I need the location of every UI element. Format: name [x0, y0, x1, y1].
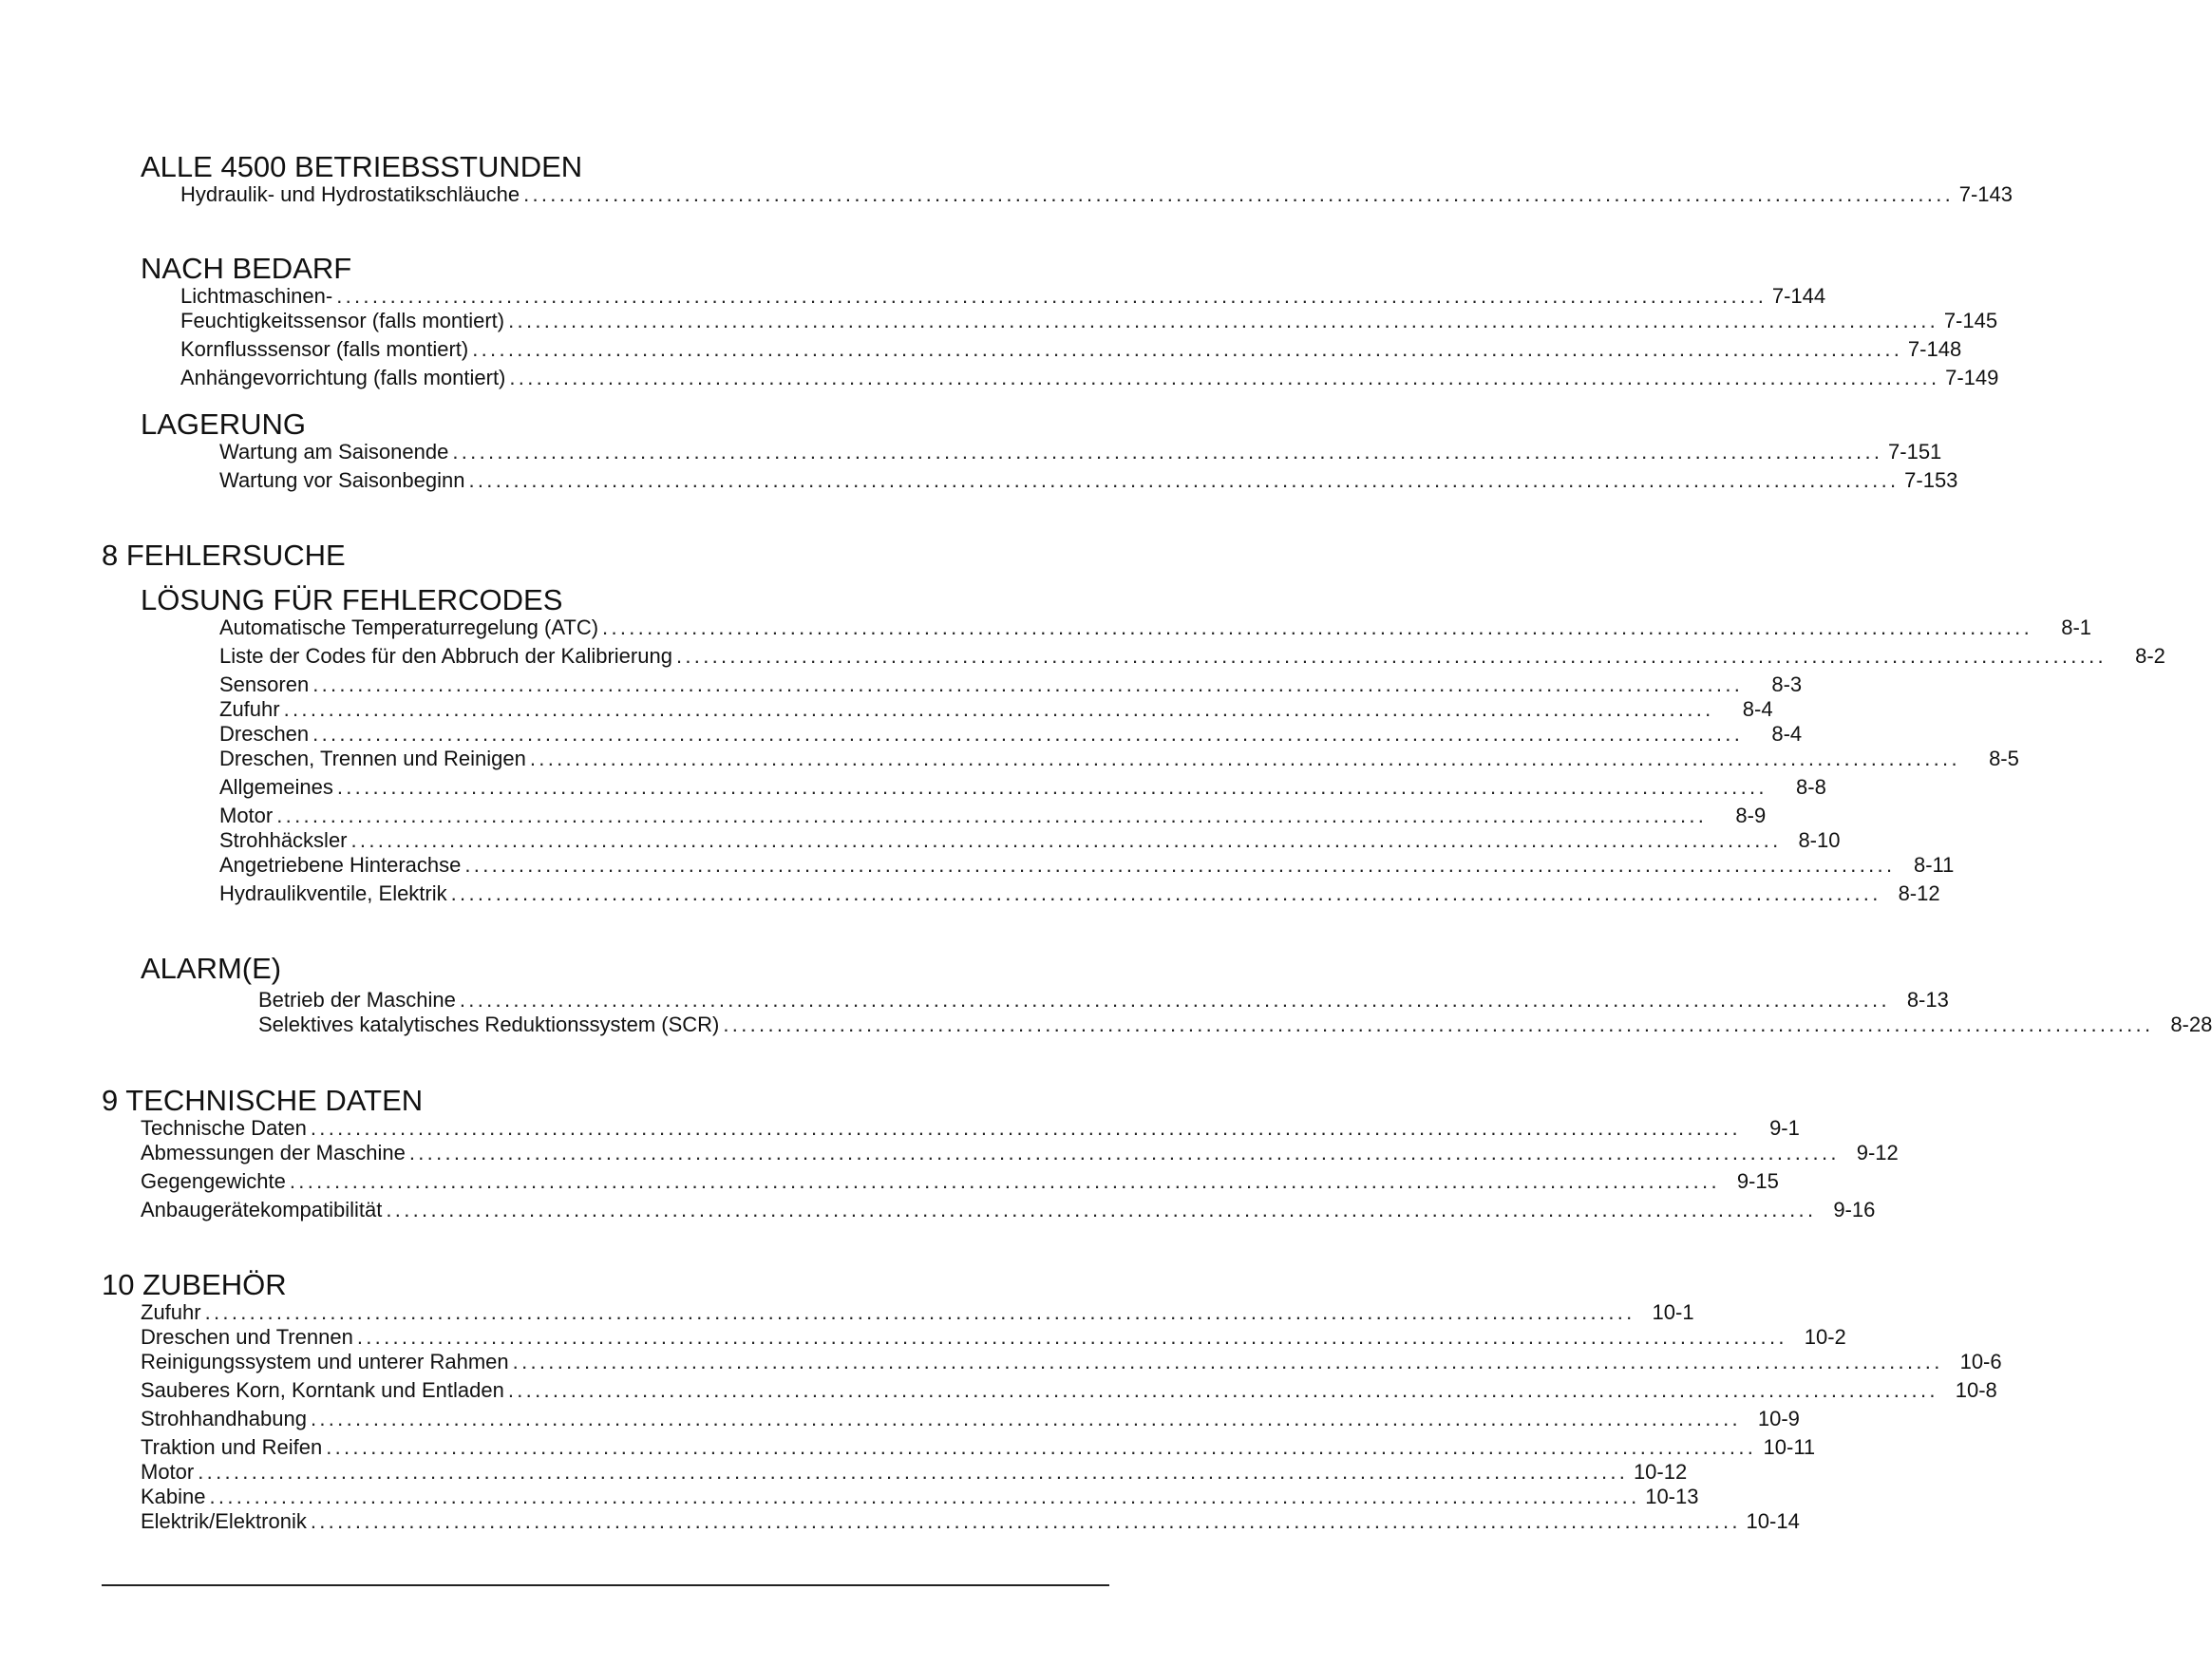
toc-entry[interactable] [180, 337, 1962, 362]
toc-entry[interactable] [141, 1435, 1816, 1460]
toc-entry[interactable] [219, 881, 1940, 906]
toc-entry[interactable] [141, 1325, 1846, 1350]
toc-entry[interactable] [180, 366, 1999, 390]
entry-page: 8-8 [1796, 775, 1826, 799]
entry-title: Hydraulik- und Hydrostatikschläuche [180, 182, 520, 206]
entry-title: Feuchtigkeitssensor (falls montiert) [180, 309, 505, 332]
entry-page: 8-3 [1771, 672, 1803, 696]
section-heading: NACH BEDARF [141, 252, 352, 285]
entry-title: Kornflusssensor (falls montiert) [180, 337, 469, 361]
leader-dots: ................................................................................................................................................................ [310, 1509, 1741, 1533]
leader-dots: ................................................................................................................................................................ [289, 1169, 1720, 1193]
entry-title: Automatische Temperaturregelung (ATC) [219, 615, 599, 639]
leader-dots: ................................................................................................................................................................ [283, 697, 1714, 721]
entry-title: Sensoren [219, 672, 310, 696]
leader-dots: ................................................................................................................................................................ [512, 1350, 1943, 1373]
leader-dots: ................................................................................................................................................................ [508, 309, 1939, 332]
entry-page: 10-11 [1763, 1435, 1816, 1459]
entry-title: Gegengewichte [141, 1169, 286, 1193]
leader-dots: ................................................................................................................................................................ [336, 284, 1768, 308]
toc-entry[interactable] [219, 440, 1942, 464]
toc-entry[interactable] [219, 775, 1826, 800]
toc-entry[interactable] [141, 1198, 1876, 1222]
leader-dots: ................................................................................................................................................................ [204, 1300, 1635, 1324]
leader-dots: ................................................................................................................................................................ [472, 337, 1903, 361]
section-heading: ALARM(E) [141, 952, 282, 985]
entry-page: 7-143 [1958, 182, 2013, 206]
entry-page: 10-9 [1757, 1407, 1800, 1430]
entry-page: 10-14 [1746, 1509, 1800, 1533]
chapter-heading: 10 ZUBEHÖR [102, 1268, 287, 1301]
chapter-heading: 8 FEHLERSUCHE [102, 539, 346, 572]
section-heading: LÖSUNG FÜR FEHLERCODES [141, 583, 563, 616]
leader-dots: ................................................................................................................................................................ [209, 1485, 1640, 1508]
entry-title: Anhängevorrichtung (falls montiert) [180, 366, 506, 389]
toc-entry[interactable] [219, 468, 1958, 493]
toc-entry[interactable] [141, 1407, 1800, 1431]
toc-entry[interactable] [141, 1460, 1688, 1485]
toc-entry[interactable] [219, 615, 2091, 640]
entry-title: Zufuhr [219, 697, 280, 721]
entry-page: 8-13 [1906, 988, 1949, 1012]
toc-entry[interactable] [141, 1350, 2002, 1374]
entry-title: Reinigungssystem und unterer Rahmen [141, 1350, 509, 1373]
entry-page: 8-4 [1771, 722, 1803, 746]
leader-dots: ................................................................................................................................................................ [529, 747, 1960, 770]
leader-dots: ................................................................................................................................................................ [198, 1460, 1629, 1484]
entry-page: 8-12 [1898, 881, 1940, 905]
chapter-heading: 9 TECHNISCHE DATEN [102, 1084, 424, 1117]
entry-title: Angetriebene Hinterachse [219, 853, 462, 877]
leader-dots: ................................................................................................................................................................ [523, 182, 1955, 206]
leader-dots: ................................................................................................................................................................ [723, 1013, 2154, 1036]
entry-title: Technische Daten [141, 1116, 307, 1140]
entry-title: Traktion und Reifen [141, 1435, 323, 1459]
entry-page: 7-144 [1771, 284, 1826, 308]
leader-dots: ................................................................................................................................................................ [408, 1141, 1840, 1164]
leader-dots: ................................................................................................................................................................ [509, 366, 1940, 389]
leader-dots: ................................................................................................................................................................ [326, 1435, 1757, 1459]
entry-page: 9-12 [1856, 1141, 1899, 1164]
entry-page: 7-148 [1907, 337, 1962, 361]
leader-dots: ................................................................................................................................................................ [312, 722, 1744, 746]
toc-entry[interactable] [141, 1169, 1779, 1194]
entry-page: 8-11 [1913, 853, 1955, 877]
section-heading: LAGERUNG [141, 407, 306, 441]
toc-entry[interactable] [219, 747, 2019, 771]
toc-entry[interactable] [141, 1300, 1694, 1325]
entry-title: Zufuhr [141, 1300, 201, 1324]
leader-dots: ................................................................................................................................................................ [459, 988, 1890, 1012]
entry-title: Wartung vor Saisonbeginn [219, 468, 465, 492]
entry-title: Dreschen und Trennen [141, 1325, 353, 1349]
entry-page: 8-2 [2135, 644, 2165, 668]
toc-entry[interactable] [219, 853, 1955, 878]
entry-page: 10-13 [1645, 1485, 1699, 1508]
entry-title: Liste der Codes für den Abbruch der Kalibrierung [219, 644, 672, 668]
entry-page: 8-9 [1735, 804, 1767, 827]
entry-page: 9-1 [1769, 1116, 1800, 1140]
leader-dots: ................................................................................................................................................................ [452, 440, 1883, 464]
toc-entry[interactable] [219, 828, 1841, 853]
toc-entry[interactable] [141, 1485, 1699, 1509]
leader-dots: ................................................................................................................................................................ [675, 644, 2107, 668]
toc-entry[interactable] [219, 644, 2165, 669]
entry-title: Elektrik/Elektronik [141, 1509, 307, 1533]
toc-entry[interactable] [141, 1378, 1997, 1403]
toc-entry[interactable] [258, 1013, 2212, 1037]
leader-dots: ................................................................................................................................................................ [450, 881, 1881, 905]
entry-title: Motor [219, 804, 274, 827]
leader-dots: ................................................................................................................................................................ [350, 828, 1782, 852]
entry-page: 7-153 [1904, 468, 1958, 492]
leader-dots: ................................................................................................................................................................ [310, 1407, 1741, 1430]
toc-entry[interactable] [180, 309, 1998, 333]
entry-title: Sauberes Korn, Korntank und Entladen [141, 1378, 504, 1402]
toc-entry[interactable] [258, 988, 1949, 1013]
leader-dots: ................................................................................................................................................................ [468, 468, 1900, 492]
entry-page: 10-6 [1959, 1350, 2002, 1373]
toc-entry[interactable] [219, 697, 1773, 722]
leader-dots: ................................................................................................................................................................ [276, 804, 1708, 827]
entry-page: 8-1 [2061, 615, 2091, 639]
entry-title: Strohhandhabung [141, 1407, 307, 1430]
toc-entry[interactable] [141, 1141, 1899, 1165]
entry-title: Hydraulikventile, Elektrik [219, 881, 447, 905]
entry-page: 9-16 [1833, 1198, 1876, 1221]
entry-title: Dreschen [219, 722, 310, 746]
entry-title: Selektives katalytisches Reduktionssystem (SCR) [258, 1013, 720, 1036]
leader-dots: ................................................................................................................................................................ [386, 1198, 1817, 1221]
entry-title: Wartung am Saisonende [219, 440, 449, 464]
toc-entry[interactable] [219, 672, 1803, 697]
entry-title: Abmessungen der Maschine [141, 1141, 406, 1164]
toc-entry[interactable] [141, 1509, 1800, 1534]
entry-page: 7-145 [1943, 309, 1998, 332]
leader-dots: ................................................................................................................................................................ [464, 853, 1896, 877]
leader-dots: ................................................................................................................................................................ [336, 775, 1768, 799]
section-heading: ALLE 4500 BETRIEBSSTUNDEN [141, 150, 583, 183]
entry-page: 10-8 [1955, 1378, 1997, 1402]
entry-page: 8-28 [2170, 1013, 2212, 1036]
entry-page: 10-2 [1804, 1325, 1846, 1349]
leader-dots: ................................................................................................................................................................ [602, 615, 2032, 639]
footer-divider [102, 1584, 1109, 1586]
entry-page: 9-15 [1736, 1169, 1779, 1193]
entry-title: Anbaugerätekompatibilität [141, 1198, 383, 1221]
toc-entry[interactable] [141, 1116, 1800, 1141]
leader-dots: ................................................................................................................................................................ [507, 1378, 1938, 1402]
leader-dots: ................................................................................................................................................................ [310, 1116, 1741, 1140]
entry-title: Strohhäcksler [219, 828, 348, 852]
toc-entry[interactable] [180, 284, 1826, 309]
entry-page: 7-151 [1888, 440, 1942, 464]
entry-page: 10-12 [1633, 1460, 1688, 1484]
toc-entry[interactable] [219, 722, 1803, 747]
entry-page: 8-10 [1798, 828, 1841, 852]
entry-page: 7-149 [1945, 366, 1999, 389]
entry-title: Allgemeines [219, 775, 333, 799]
toc-entry[interactable] [219, 804, 1767, 828]
entry-title: Motor [141, 1460, 195, 1484]
entry-page: 8-5 [1989, 747, 2019, 770]
leader-dots: ................................................................................................................................................................ [312, 672, 1744, 696]
entry-page: 8-4 [1742, 697, 1773, 721]
entry-title: Kabine [141, 1485, 206, 1508]
entry-page: 10-1 [1652, 1300, 1694, 1324]
entry-title: Lichtmaschinen- [180, 284, 333, 308]
entry-title: Dreschen, Trennen und Reinigen [219, 747, 526, 770]
leader-dots: ................................................................................................................................................................ [356, 1325, 1787, 1349]
toc-entry[interactable] [180, 182, 2013, 207]
entry-title: Betrieb der Maschine [258, 988, 456, 1012]
